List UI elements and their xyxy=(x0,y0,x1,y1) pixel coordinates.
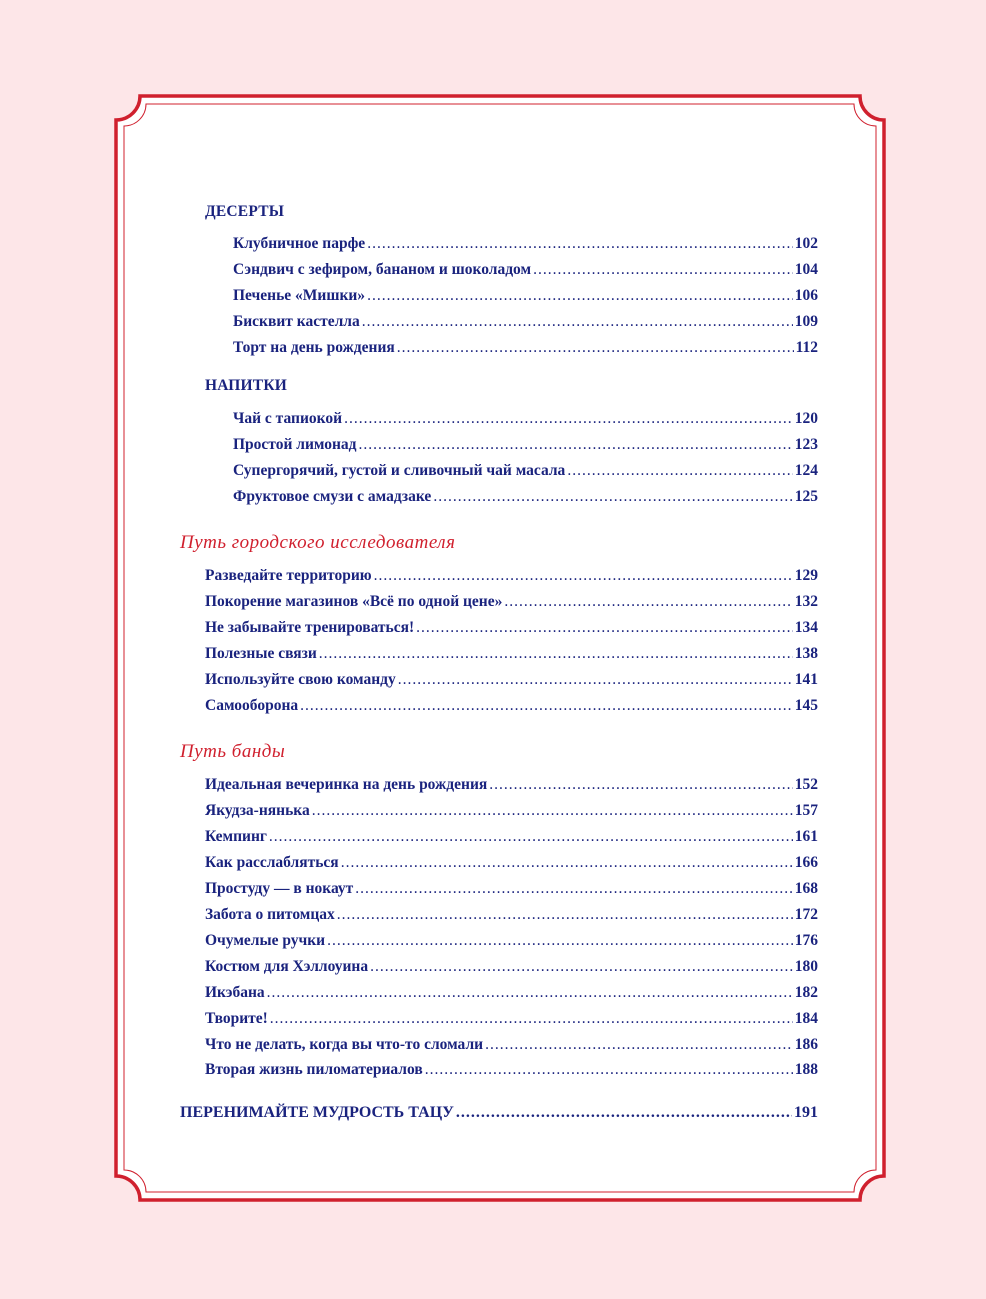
dot-leader xyxy=(300,697,793,715)
dot-leader xyxy=(425,1061,793,1079)
entry-title: Супергорячий, густой и сливочный чай масала xyxy=(233,462,566,479)
entry-page: 129 xyxy=(794,567,818,584)
dot-leader xyxy=(398,671,793,689)
entry-title: Торт на день рождения xyxy=(233,339,395,356)
toc-entry[interactable] xyxy=(205,1061,818,1083)
dot-leader xyxy=(567,462,792,480)
toc-entry[interactable] xyxy=(233,436,818,458)
toc-entry[interactable] xyxy=(233,410,818,432)
entry-title: Что не делать, когда вы что-то сломали xyxy=(205,1036,484,1053)
toc-entry[interactable] xyxy=(233,462,818,484)
dot-leader xyxy=(416,619,793,637)
entry-title: Самооборона xyxy=(205,697,299,714)
entry-page: 125 xyxy=(794,488,818,505)
entry-page: 120 xyxy=(794,410,818,427)
entry-page: 141 xyxy=(794,671,818,688)
toc-entry[interactable] xyxy=(233,313,818,335)
entry-title: Сэндвич с зефиром, бананом и шоколадом xyxy=(233,261,532,278)
toc-entry[interactable] xyxy=(205,1010,818,1032)
dot-leader xyxy=(359,436,793,454)
entry-title: Кемпинг xyxy=(205,828,267,845)
entry-page: 188 xyxy=(794,1061,818,1078)
toc-entry[interactable] xyxy=(205,880,818,902)
toc-entry[interactable] xyxy=(233,287,818,309)
entry-title: Якудза-нянька xyxy=(205,802,310,819)
dot-leader xyxy=(533,261,793,279)
entry-title: Печенье «Мишки» xyxy=(233,287,366,304)
entry-title: Используйте свою команду xyxy=(205,671,396,688)
toc-entry-final[interactable] xyxy=(180,1104,818,1126)
entry-page: 191 xyxy=(794,1104,818,1121)
entry-title: ПЕРЕНИМАЙТЕ МУДРОСТЬ ТАЦУ xyxy=(180,1104,454,1121)
dot-leader xyxy=(504,593,792,611)
entry-page: 145 xyxy=(794,697,818,714)
entry-page: 182 xyxy=(794,984,818,1001)
entry-title: Простуду — в нокаут xyxy=(205,880,354,897)
entry-title: Бисквит кастелла xyxy=(233,313,360,330)
toc-entry[interactable] xyxy=(205,645,818,667)
entry-title: Не забывайте тренироваться! xyxy=(205,619,415,636)
dot-leader xyxy=(355,880,792,898)
entry-title: Идеальная вечеринка на день рождения xyxy=(205,776,488,793)
toc-entry[interactable] xyxy=(233,339,818,361)
entry-page: 104 xyxy=(794,261,818,278)
dot-leader xyxy=(489,776,792,794)
entry-page: 102 xyxy=(794,235,818,252)
entry-page: 161 xyxy=(794,828,818,845)
entry-title: Разведайте территорию xyxy=(205,567,372,584)
entry-title: Икэбана xyxy=(205,984,265,1001)
entry-title: Костюм для Хэллоуина xyxy=(205,958,369,975)
dot-leader xyxy=(362,313,793,331)
toc-entry[interactable] xyxy=(205,671,818,693)
entry-title: Творите! xyxy=(205,1010,268,1027)
dot-leader xyxy=(397,339,794,357)
entry-title: Очумелые ручки xyxy=(205,932,326,949)
entry-title: Фруктовое смузи с амадзаке xyxy=(233,488,432,505)
dot-leader xyxy=(344,410,793,428)
entry-page: 180 xyxy=(794,958,818,975)
entry-page: 186 xyxy=(794,1036,818,1053)
dot-leader xyxy=(337,906,793,924)
dot-leader xyxy=(433,488,792,506)
toc-entry[interactable] xyxy=(205,984,818,1006)
entry-page: 112 xyxy=(795,339,818,356)
chapter-heading-explorer: Путь городского исследователя xyxy=(180,532,456,553)
entry-title: Клубничное парфе xyxy=(233,235,366,252)
entry-title: Чай с тапиокой xyxy=(233,410,343,427)
dot-leader xyxy=(370,958,793,976)
entry-title: Покорение магазинов «Всё по одной цене» xyxy=(205,593,503,610)
entry-page: 176 xyxy=(794,932,818,949)
entry-page: 109 xyxy=(794,313,818,330)
dot-leader xyxy=(367,287,793,305)
entry-page: 184 xyxy=(794,1010,818,1027)
dot-leader xyxy=(319,645,793,663)
toc-entry[interactable] xyxy=(205,567,818,589)
dot-leader xyxy=(269,828,793,846)
dot-leader xyxy=(327,932,793,950)
toc-entry[interactable] xyxy=(205,906,818,928)
entry-page: 157 xyxy=(794,802,818,819)
toc-entry[interactable] xyxy=(205,697,818,719)
entry-page: 106 xyxy=(794,287,818,304)
entry-page: 134 xyxy=(794,619,818,636)
entry-page: 168 xyxy=(794,880,818,897)
dot-leader xyxy=(367,235,793,253)
entry-page: 132 xyxy=(794,593,818,610)
entry-page: 124 xyxy=(794,462,818,479)
entry-page: 138 xyxy=(794,645,818,662)
dot-leader xyxy=(374,567,793,585)
dot-leader xyxy=(341,854,793,872)
entry-page: 172 xyxy=(794,906,818,923)
toc-entry[interactable] xyxy=(205,828,818,850)
toc-entry[interactable] xyxy=(205,932,818,954)
dot-leader xyxy=(270,1010,793,1028)
entry-page: 123 xyxy=(794,436,818,453)
entry-page: 152 xyxy=(794,776,818,793)
toc-entry[interactable] xyxy=(205,619,818,641)
toc-entry[interactable] xyxy=(205,1036,818,1058)
toc-entry[interactable] xyxy=(233,235,818,257)
section-heading-drinks: НАПИТКИ xyxy=(205,377,288,394)
toc-entry[interactable] xyxy=(205,958,818,980)
dot-leader xyxy=(456,1104,792,1122)
toc-entry[interactable] xyxy=(205,802,818,824)
entry-page: 166 xyxy=(794,854,818,871)
section-heading-desserts: ДЕСЕРТЫ xyxy=(205,203,285,220)
entry-title: Вторая жизнь пиломатериалов xyxy=(205,1061,423,1078)
toc-entry[interactable] xyxy=(205,854,818,876)
dot-leader xyxy=(267,984,793,1002)
entry-title: Полезные связи xyxy=(205,645,317,662)
entry-title: Забота о питомцах xyxy=(205,906,335,923)
chapter-heading-gang: Путь банды xyxy=(180,741,286,762)
toc-entry[interactable] xyxy=(205,593,818,615)
entry-title: Простой лимонад xyxy=(233,436,357,453)
entry-title: Как расслабляться xyxy=(205,854,339,871)
toc-entry[interactable] xyxy=(233,261,818,283)
dot-leader xyxy=(485,1036,793,1054)
toc-entry[interactable] xyxy=(233,488,818,510)
dot-leader xyxy=(312,802,793,820)
toc-entry[interactable] xyxy=(205,776,818,798)
